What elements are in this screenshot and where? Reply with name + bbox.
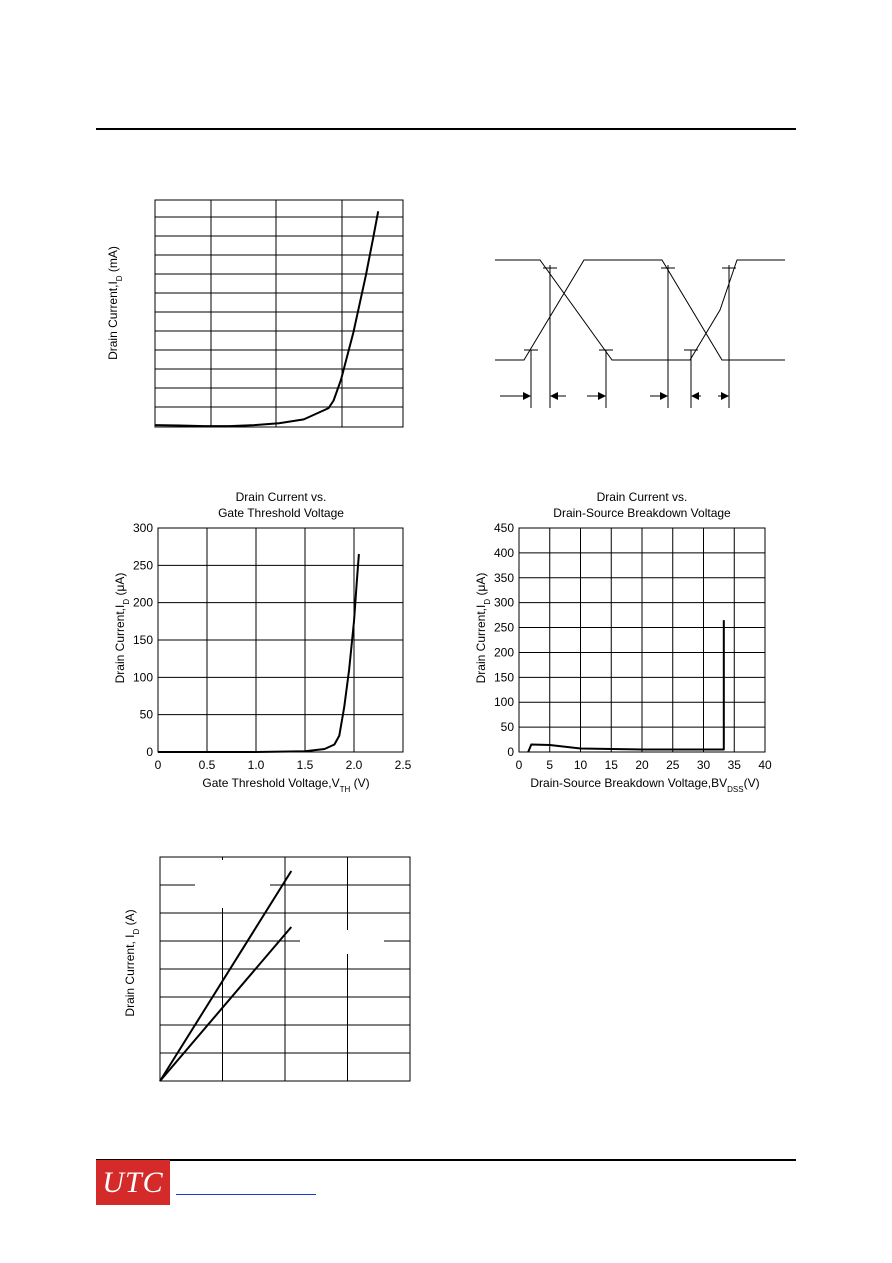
- y-tick-label: 200: [132, 595, 153, 610]
- x-tick-label: 40: [758, 758, 772, 772]
- c5-label-box-1: [195, 860, 270, 908]
- c4-subtitle: Drain-Source Breakdown Voltage: [553, 506, 731, 520]
- x-tick-label: 0: [154, 758, 162, 772]
- c3-ylabel: Drain $Current,I_D$ (μA): [113, 572, 131, 684]
- y-tick-label: 100: [132, 670, 153, 685]
- c4-ylabel: Drain $Current,I_D$ (μA): [474, 572, 492, 684]
- c1-ylabel: Drain $Current,I_D$ (mA): [106, 246, 124, 360]
- x-tick-label: 2.5: [394, 758, 412, 772]
- c4-xlabel: Drain-Source Breakdown $Voltage,BV_{DSS}(V)$: [530, 776, 760, 794]
- x-tick-label: 15: [604, 758, 618, 772]
- y-tick-label: 300: [493, 595, 514, 610]
- y-tick-label: 250: [132, 558, 153, 573]
- c3-title: Drain Current vs.: [235, 490, 327, 504]
- x-tick-label: 5: [546, 758, 554, 772]
- x-tick-label: 25: [666, 758, 680, 772]
- y-tick-label: 50: [500, 720, 514, 735]
- y-tick-label: 250: [493, 620, 514, 635]
- x-tick-label: 0.5: [198, 758, 216, 772]
- series-line-2: [160, 927, 291, 1081]
- x-tick-label: 35: [727, 758, 741, 772]
- x-tick-label: 1.0: [247, 758, 265, 772]
- x-tick-label: 30: [696, 758, 711, 772]
- x-tick-label: 1.5: [296, 758, 314, 772]
- y-tick-label: 450: [493, 521, 514, 535]
- utc-logo: UTC: [96, 1160, 170, 1205]
- y-tick-label: 400: [493, 545, 514, 560]
- y-tick-label: 0: [146, 745, 153, 759]
- y-tick-label: 50: [139, 707, 153, 722]
- c4-title: Drain Current vs.: [596, 490, 688, 504]
- website-link[interactable]: [176, 1194, 316, 1195]
- y-tick-label: 350: [493, 570, 514, 585]
- x-tick-label: 2.0: [345, 758, 363, 772]
- c5-label-box-2: [300, 930, 384, 954]
- c3-subtitle: Gate Threshold Voltage: [218, 506, 344, 520]
- y-tick-label: 0: [507, 745, 514, 759]
- c3-xlabel: Gate Threshold $Voltage,V_{TH}$ (V): [202, 776, 370, 794]
- x-tick-label: 10: [573, 758, 588, 772]
- c5-ylabel: Drain Current, $I_D$ (A): [123, 909, 141, 1017]
- x-tick-label: 0: [515, 758, 523, 772]
- y-tick-label: 200: [493, 645, 514, 660]
- y-tick-label: 150: [132, 633, 153, 647]
- y-tick-label: 300: [132, 521, 153, 535]
- x-tick-label: 20: [635, 758, 649, 772]
- y-tick-label: 150: [493, 670, 514, 685]
- y-tick-label: 100: [493, 695, 514, 710]
